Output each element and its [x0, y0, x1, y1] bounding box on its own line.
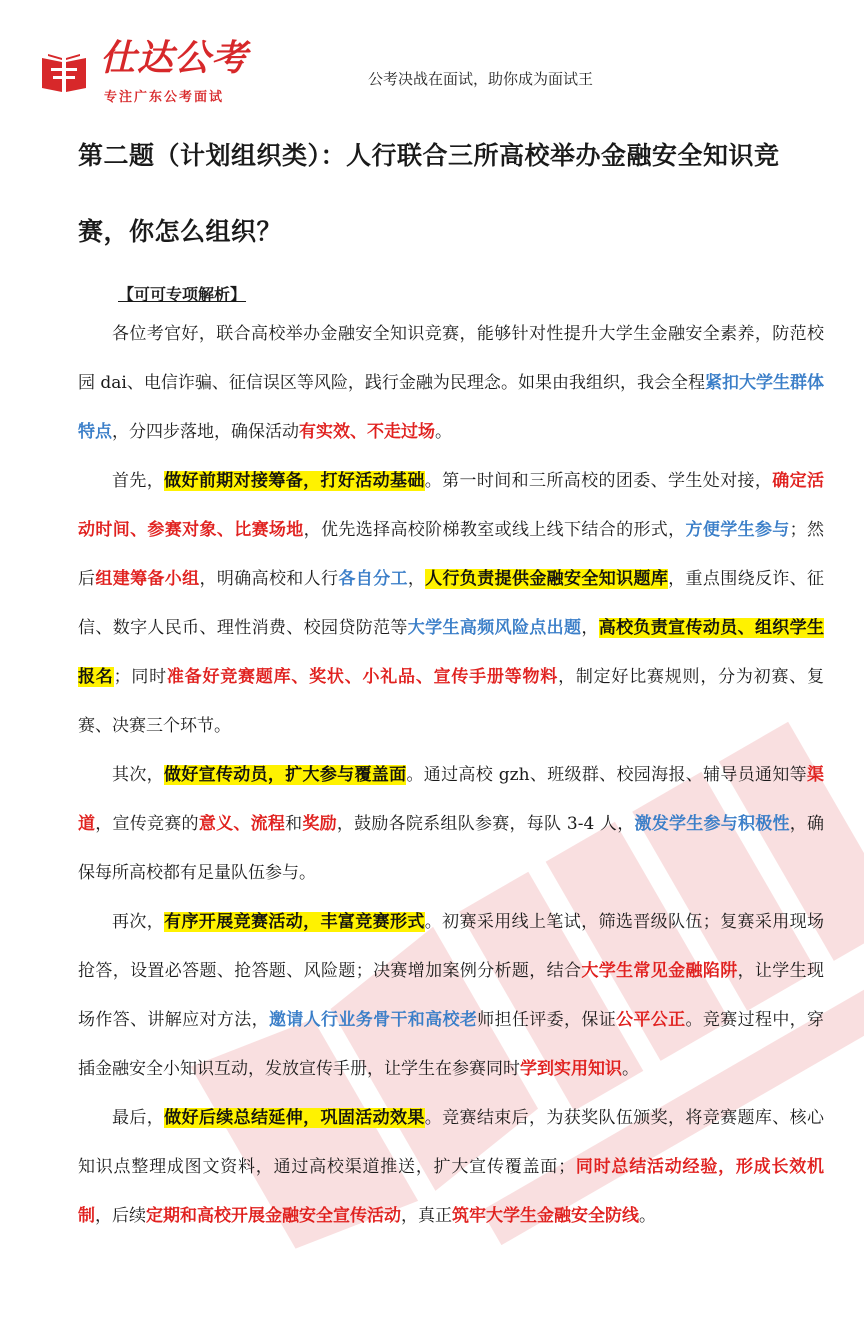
body-text: ，后续	[95, 1206, 146, 1226]
body-text: ；然后	[78, 520, 825, 589]
emphasis-text: 有实效、不走过场	[299, 422, 435, 442]
body-text: 最后，	[112, 1108, 165, 1128]
emphasis-text: 激发学生参与积极性	[634, 814, 790, 834]
question-title: 第二题（计划组织类）：人行联合三所高校举办金融安全知识竞赛，你怎么组织？	[78, 141, 780, 246]
body-text: ，	[581, 618, 599, 638]
emphasis-text: 公平公正	[616, 1010, 686, 1030]
body-text: 。	[639, 1206, 656, 1226]
body-text: ，优先选择高校阶梯教室或线上线下结合的形式，	[303, 520, 686, 540]
emphasis-text: 邀请人行业务骨干和高校老	[268, 1010, 478, 1030]
body-text: 师担任评委，保证	[477, 1010, 617, 1030]
body-text: ，制定好比赛规则，分为初赛、复赛、决赛三个环节。	[78, 667, 825, 736]
emphasis-text: 同时总结活动经验，形成长效机制	[78, 1157, 825, 1226]
body-text: 。初赛采用线上笔试，筛选晋级队伍；复赛采用现场抢答，设置必答题、抢答题、风险题；决赛增加案例分析题，结合	[78, 912, 824, 981]
body-text: 。	[435, 422, 452, 442]
body-text: ，明确高校和人行	[199, 569, 339, 589]
emphasis-text: 大学生高频风险点出题	[407, 618, 582, 638]
brand-name: 仕达公考	[100, 38, 249, 79]
emphasis-text: 做好宣传动员，扩大参与覆盖面	[163, 765, 407, 785]
body-text: 。竞赛结束后，为获奖队伍颁奖，将竞赛题库、核心知识点整理成图文资料，通过高校渠道推送，扩大宣传覆盖面；	[78, 1108, 824, 1177]
emphasis-text: 奖励	[302, 814, 337, 834]
emphasis-text: 高校负责宣传动员、组织学生报名	[78, 618, 825, 687]
emphasis-text: 意义、流程	[198, 814, 286, 834]
body-text: ，鼓励各院系组队参赛，每队 3-4 人，	[336, 814, 635, 834]
body-text: 。通过高校 gzh、班级群、校园海报、辅导员通知等	[406, 765, 808, 785]
emphasis-text: 各自分工	[338, 569, 408, 589]
book-logo-icon	[38, 44, 90, 96]
body-text: 其次，	[112, 765, 164, 785]
emphasis-text: 定期和高校开展金融安全宣传活动	[146, 1206, 401, 1226]
emphasis-text: 方便学生参与	[685, 520, 790, 540]
header-slogan: 公考决战在面试，助你成为面试王	[368, 70, 594, 88]
emphasis-text: 大学生常见金融陷阱	[581, 961, 738, 981]
emphasis-text: 筑牢大学生金融安全防线	[452, 1206, 639, 1226]
emphasis-text: 渠道	[78, 765, 825, 834]
body-text: ，确保每所高校都有足量队伍参与。	[78, 814, 825, 883]
body-text: ，	[407, 569, 426, 589]
body-text: 再次，	[112, 912, 165, 932]
body-text: ；同时	[113, 667, 167, 687]
emphasis-text: 做好前期对接筹备，打好活动基础	[164, 471, 425, 491]
body-text: 和	[285, 814, 303, 834]
body-text: 。竞赛过程中，穿插金融安全小知识互动，发放宣传手册，让学生在参赛同时	[78, 1010, 825, 1079]
paragraph-intro	[78, 310, 824, 457]
body-text: ，分四步落地，确保活动	[112, 422, 299, 442]
emphasis-text: 学到实用知识	[520, 1059, 622, 1079]
body-text: ，宣传竞赛的	[95, 814, 199, 834]
emphasis-text: 人行负责提供金融安全知识题库	[425, 569, 669, 589]
emphasis-text: 准备好竞赛题库、奖状、小礼品、宣传手册等物料	[166, 667, 559, 687]
paragraph-final-step	[78, 1094, 824, 1241]
document-body	[78, 118, 824, 1241]
body-text: 。第一时间和三所高校的团委、学生处对接，	[424, 471, 773, 491]
emphasis-text: 紧扣大学生群体特点	[78, 373, 825, 442]
analysis-heading: 【可可专项解析】	[118, 285, 247, 304]
body-text: 。	[622, 1059, 639, 1079]
brand-tagline: 专注广东公考面试	[104, 90, 225, 105]
body-text: ，重点围绕反诈、征信、数字人民币、理性消费、校园贷防范等	[78, 569, 825, 638]
emphasis-text: 组建筹备小组	[95, 569, 200, 589]
paragraph-second-step	[78, 751, 824, 898]
emphasis-text: 做好后续总结延伸，巩固活动效果	[164, 1108, 425, 1128]
paragraph-third-step	[78, 898, 824, 1094]
emphasis-text: 有序开展竞赛活动，丰富竞赛形式	[164, 912, 425, 932]
body-text: 首先，	[112, 471, 165, 491]
emphasis-text: 确定活动时间、参赛对象、比赛场地	[78, 471, 824, 540]
body-text: 各位考官好，联合高校举办金融安全知识竞赛，能够针对性提升大学生金融安全素养，防范校园 dai、电信诈骗、征信误区等风险，践行金融为民理念。如果由我组织，我会全程	[78, 324, 824, 393]
body-text: ，真正	[401, 1206, 452, 1226]
paragraph-first-step	[78, 457, 824, 751]
body-text: ，让学生现场作答、讲解应对方法，	[78, 961, 825, 1030]
page-header	[0, 0, 864, 110]
